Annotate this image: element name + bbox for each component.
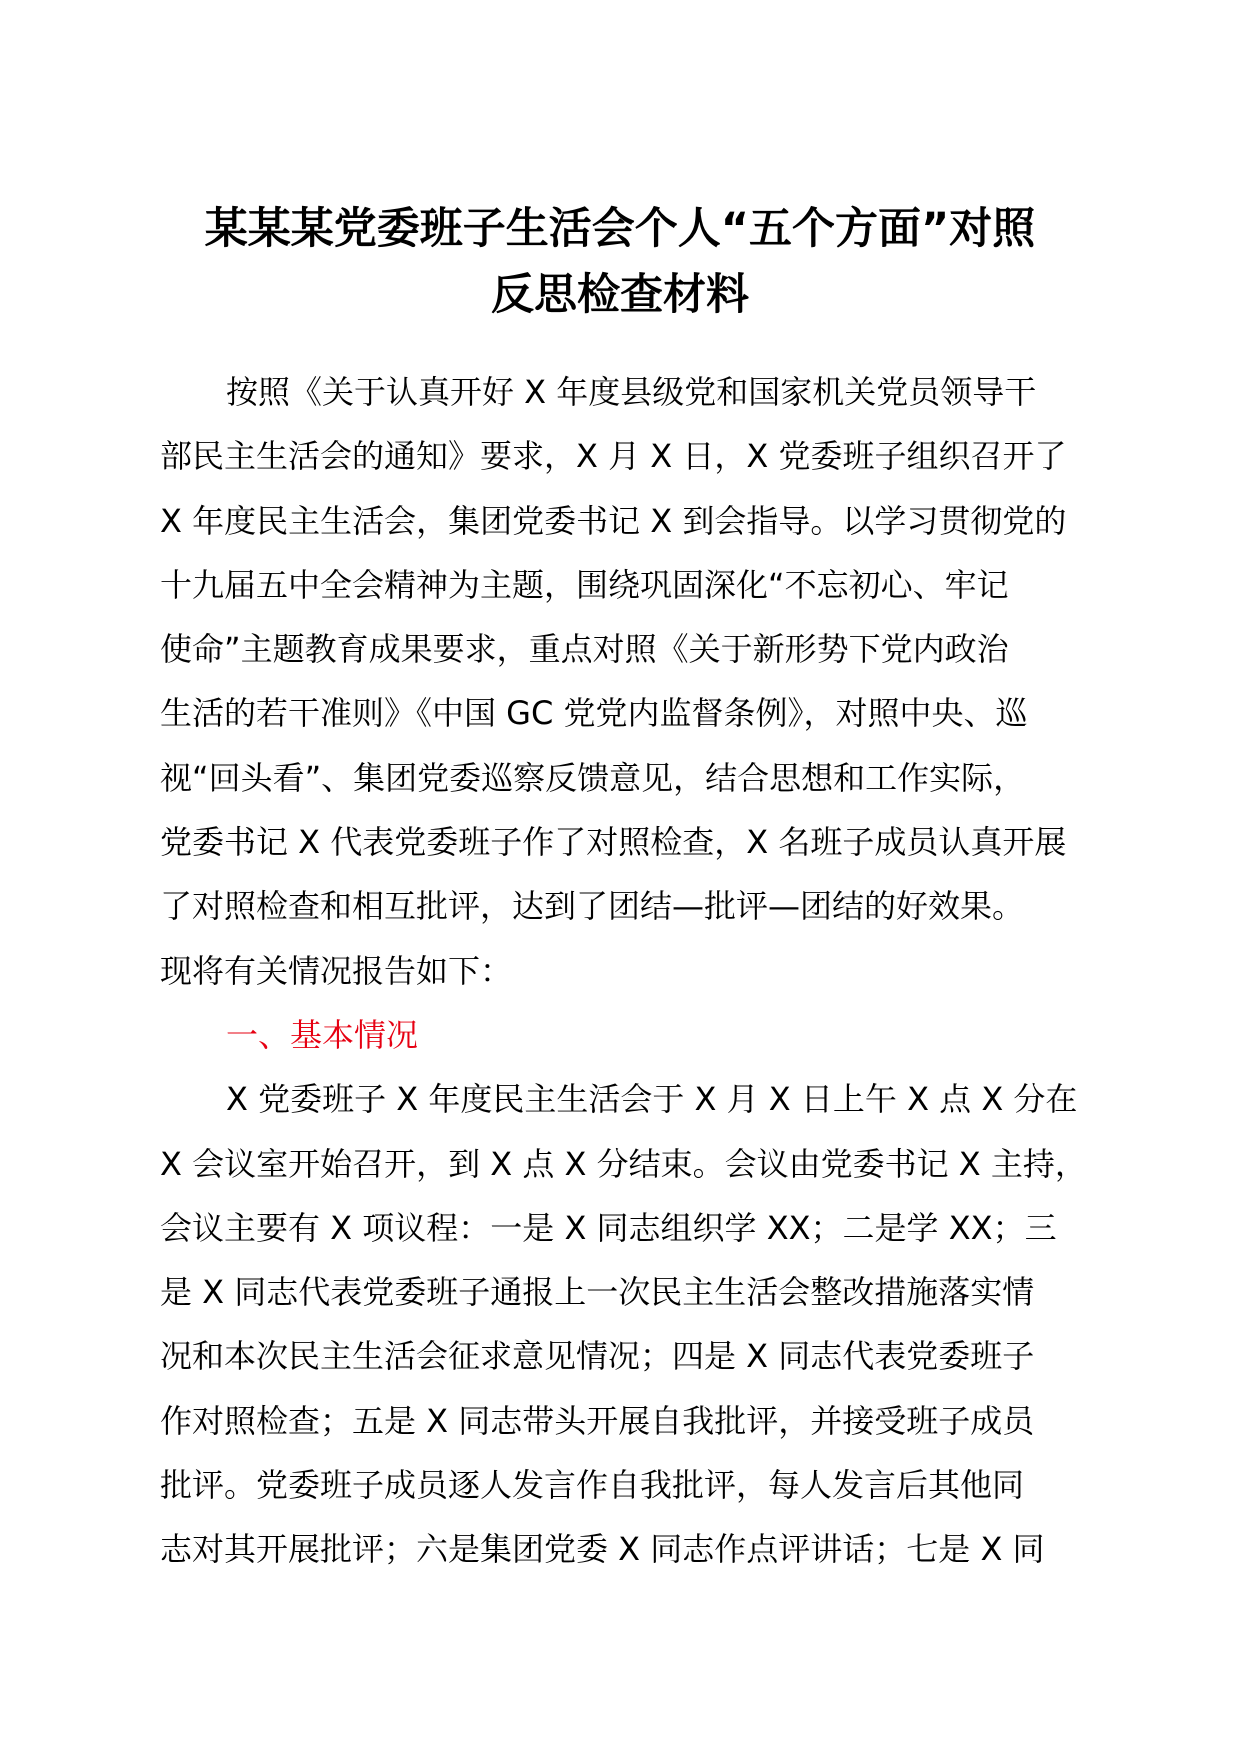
body-line: 了对照检查和相互批评，达到了团结—批评—团结的好效果。 — [160, 887, 1025, 926]
body-line: X 会议室开始召开，到 X 点 X 分结束。会议由党委书记 X 主持， — [160, 1144, 1087, 1183]
body-line: 作对照检查；五是 X 同志带头开展自我批评，并接受班子成员 — [160, 1401, 1035, 1440]
body-line: 会议主要有 X 项议程：一是 X 同志组织学 XX；二是学 XX；三 — [160, 1208, 1057, 1247]
body-line: 党委书记 X 代表党委班子作了对照检查，X 名班子成员认真开展 — [160, 823, 1067, 862]
body-line: 是 X 同志代表党委班子通报上一次民主生活会整改措施落实情 — [160, 1273, 1035, 1312]
body-line: X 党委班子 X 年度民主生活会于 X 月 X 日上午 X 点 X 分在 — [226, 1080, 1078, 1119]
body-line: 志对其开展批评；六是集团党委 X 同志作点评讲话；七是 X 同 — [160, 1530, 1045, 1569]
document-body — [160, 360, 1120, 1582]
body-line: 部民主生活会的通知》要求，X 月 X 日，X 党委班子组织召开了 — [160, 437, 1067, 476]
body-line: 生活的若干准则》《中国 GC 党党内监督条例》，对照中央、巡 — [160, 694, 1028, 733]
body-line: 十九届五中全会精神为主题，围绕巩固深化“不忘初心、牢记 — [160, 565, 1009, 604]
title-line-2: 反思检查材料 — [491, 270, 749, 320]
body-line: X 年度民主生活会，集团党委书记 X 到会指导。以学习贯彻党的 — [160, 501, 1067, 540]
document-title — [150, 196, 1090, 328]
title-line-1: 某某某党委班子生活会个人“五个方面”对照 — [204, 204, 1036, 254]
body-line: 况和本次民主生活会征求意见情况；四是 X 同志代表党委班子 — [160, 1337, 1035, 1376]
body-line: 按照《关于认真开好 X 年度县级党和国家机关党员领导干 — [226, 373, 1037, 411]
body-line: 批评。党委班子成员逐人发言作自我批评，每人发言后其他同 — [160, 1466, 1025, 1505]
section-heading-basic-situation: 一、基本情况 — [226, 1015, 419, 1054]
body-line: 现将有关情况报告如下： — [160, 951, 513, 990]
body-line: 视“回头看”、集团党委巡察反馈意见，结合思想和工作实际， — [160, 758, 1026, 797]
body-line: 使命”主题教育成果要求，重点对照《关于新形势下党内政治 — [160, 630, 1009, 669]
